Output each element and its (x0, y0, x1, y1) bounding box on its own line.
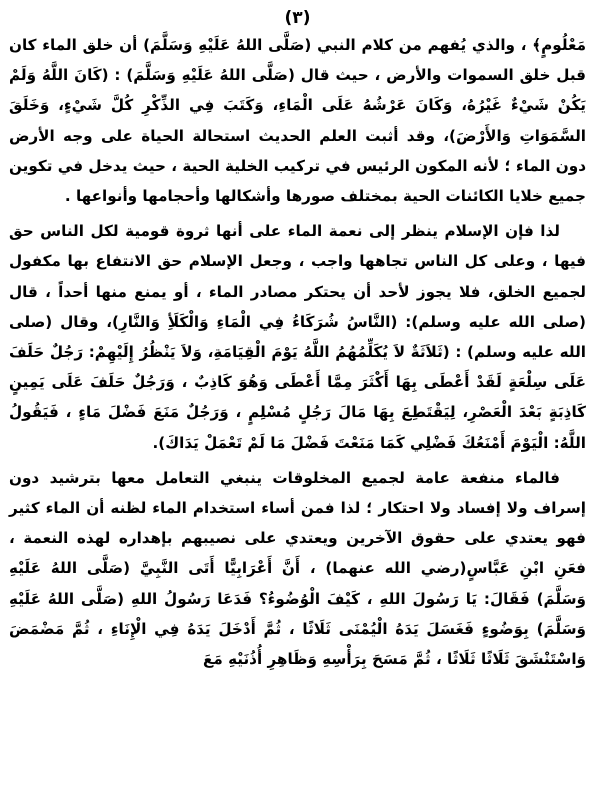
body-text (9, 30, 586, 674)
paragraph-3: فالماء منفعة عامة لجميع المخلوقات ينبغي التعامل معها بترشيد دون إسراف ولا إفساد ولا احتكار ؛ لذا فمن أساء استخدام الماء لظنه أن الماء كثير فهو يعتدي على حقوق الآخرين ويعتدي على نصيبهم بإهداره لهذه النعمة ، فعَنِ ابْنِ عَبَّاسٍ(رضي الله عنهما) ، أَنَّ أَعْرَابِيًّا أَتَى النَّبِيَّ (صَلَّى اللهُ عَلَيْهِ وَسَلَّمَ) فَقَالَ: يَا رَسُولَ اللهِ ، كَيْفَ الْوُضُوءُ؟ فَدَعَا رَسُولُ اللهِ (صَلَّى اللهُ عَلَيْهِ وَسَلَّمَ) بِوَضُوءٍ فَغَسَلَ يَدَهُ الْيُمْنَى ثَلَاثًا ، ثُمَّ أَدْخَلَ يَدَهُ فِي الْإِنَاءِ ، ثُمَّ مَضْمَضَ وَاسْتَنْشَقَ ثَلَاثًا ثَلَاثًا ، ثُمَّ مَسَحَ بِرَأْسِهِ وَظَاهِرِ أُذُنَيْهِ مَعَ (9, 468, 586, 669)
page-number: (٣) (284, 8, 311, 28)
paragraph-2: لذا فإن الإسلام ينظر إلى نعمة الماء على أنها ثروة قومية لكل الناس حق فيها ، وعلى كل الناس تجاهها واجب ، وجعل الإسلام حق الانتفاع بها مكفول لجميع الخلق، فلا يجوز لأحد أن يحتكر مصادر الماء ، أو يمنع منها أحداً ، قال (صلى الله عليه وسلم): (النَّاسُ شُرَكَاءُ فِي الْمَاءِ وَالْكَلَأِ وَالنَّارِ)، وقال (صلى الله عليه وسلم) : (ثَلاَثَةٌ لاَ يُكَلِّمُهُمُ اللَّهُ يَوْمَ الْقِيَامَةِ، وَلاَ يَنْظُرُ إِلَيْهِمْ: رَجُلٌ حَلَفَ عَلَى سِلْعَةٍ لَقَدْ أَعْطَى بِهَا أَكْثَرَ مِمَّا أَعْطَى وَهُوَ كَاذِبٌ ، وَرَجُلٌ حَلَفَ عَلَى يَمِينٍ كَاذِبَةٍ بَعْدَ الْعَصْرِ، لِيَقْتَطِعَ بِهَا مَالَ رَجُلٍ مُسْلِمٍ ، وَرَجُلٌ مَنَعَ فَضْلَ مَاءٍ ، فَيَقُولُ اللَّهُ: الْيَوْمَ أَمْنَعُكَ فَضْلِي كَمَا مَنَعْتَ فَضْلَ مَا لَمْ تَعْمَلْ يَدَاكَ). (9, 222, 586, 452)
paragraph-1: مَعْلُومٍ﴾ ، والذي يُفهم من كلام النبي (صَلَّى اللهُ عَلَيْهِ وَسَلَّمَ) أن خلق الماء كان قبل خلق السموات والأرض ، حيث قال (صَلَّى اللهُ عَلَيْهِ وَسَلَّمَ) : (كَانَ اللَّهُ وَلَمْ يَكُنْ شَيْءٌ غَيْرُهُ، وَكَانَ عَرْشُهُ عَلَى الْمَاءِ، وَكَتَبَ فِي الذِّكْرِ كُلَّ شَيْءٍ، وَخَلَقَ السَّمَوَاتِ وَالأَرْضَ)، وقد أثبت العلم الحديث استحالة الحياة على وجه الأرض دون الماء ؛ لأنه المكون الرئيس في تركيب الخلية الحية ، حيث يدخل في تكوين جميع خلايا الكائنات الحية بمختلف صورها وأشكالها وأحجامها وأنواعها . (9, 36, 586, 206)
